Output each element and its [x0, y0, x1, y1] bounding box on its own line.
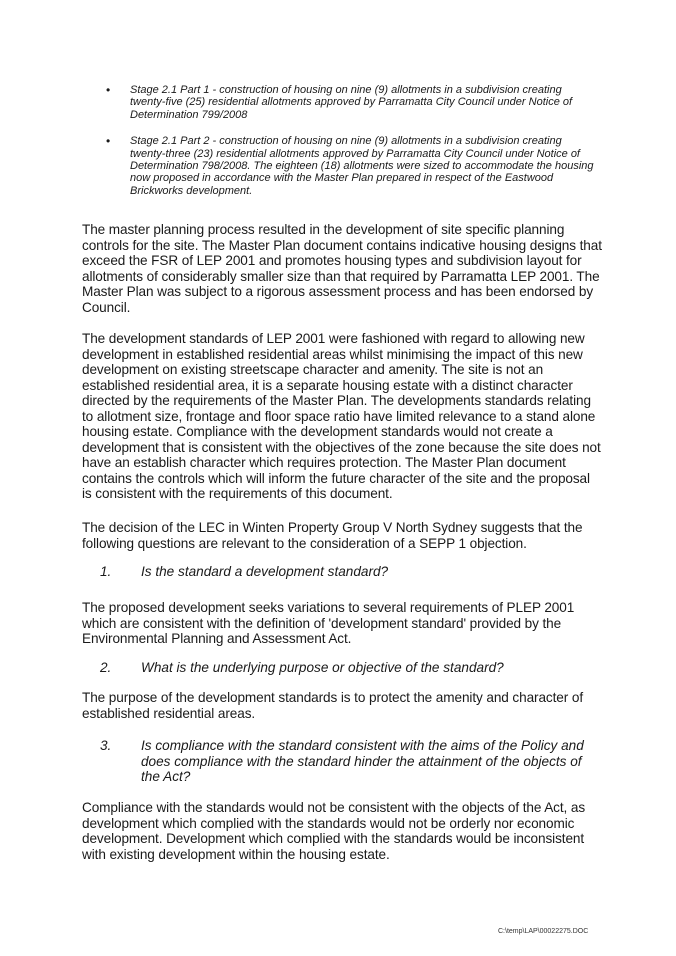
bullet-item-stage-2-1-part-1 — [106, 84, 596, 121]
footer-file-path: C:\temp\LAP\00022275.DOC — [498, 928, 589, 935]
paragraph-master-planning: The master planning process resulted in the development of site specific planning controls for the site. The Master Plan document contains indicative housing designs that exceed the FSR of LEP 2001 and promotes housing types and subdivision layout for allotments of considerably smaller size than that required by Parramatta LEP 2001. The Master Plan was subject to a rigorous assessment process and has been endorsed by Council. — [82, 222, 602, 315]
question-text: What is the underlying purpose or objective of the standard? — [141, 660, 504, 675]
question-text: Is compliance with the standard consistent with the aims of the Policy and does compliance with the standard hinder the attainment of the objects of the Act? — [141, 738, 584, 784]
bullet-dot-icon: • — [106, 134, 111, 149]
question-number: 3. — [100, 738, 112, 753]
bullet-text: Stage 2.1 Part 2 - construction of housing on nine (9) allotments in a subdivision creating twenty-three (23) residential allotments approved by Parramatta City Council under Notice of Determination 798/2008. The eighteen (18) allotments were sized to accommodate the housing now proposed in accordance with the Master Plan prepared in respect of the Eastwood Brickworks development. — [130, 135, 594, 197]
question-text: Is the standard a development standard? — [141, 564, 389, 579]
question-number: 2. — [100, 660, 112, 675]
question-3 — [100, 738, 600, 785]
paragraph-development-standards: The development standards of LEP 2001 were fashioned with regard to allowing new development in established residential areas whilst minimising the impact of this new development on existing streetscape character and amenity. The site is not an established residential area, it is a separate housing estate with a distinct character directed by the requirements of the Master Plan. The developments standards relating to allotment size, frontage and floor space ratio have limited relevance to a stand alone housing estate. Compliance with the development standards would not create a development that is consistent with the objectives of the zone because the site does not have an establish character which requires protection. The Master Plan document contains the controls which will inform the future character of the site and the proposal is consistent with the requirements of this document. — [82, 331, 601, 501]
bullet-text: Stage 2.1 Part 1 - construction of housing on nine (9) allotments in a subdivision creating twenty-five (25) residential allotments approved by Parramatta City Council under Notice of Determination 799/2008 — [130, 84, 573, 121]
question-1 — [100, 564, 600, 580]
bullet-item-stage-2-1-part-2 — [106, 135, 596, 197]
stage-bullet-list — [106, 84, 596, 211]
paragraph-answer-3: Compliance with the standards would not be consistent with the objects of the Act, as development which complied with the standards would not be orderly nor economic development. Development which complied with the standards would be inconsistent with existing development within the housing estate. — [82, 800, 586, 862]
paragraph-answer-2: The purpose of the development standards is to protect the amenity and character of established residential areas. — [82, 690, 584, 721]
question-number: 1. — [100, 564, 112, 579]
paragraph-answer-1: The proposed development seeks variations to several requirements of PLEP 2001 which are consistent with the definition of 'development standard' provided by the Environmental Planning and Assessment Act. — [82, 600, 575, 646]
paragraph-lec-decision: The decision of the LEC in Winten Property Group V North Sydney suggests that the following questions are relevant to the consideration of a SEPP 1 objection. — [82, 520, 583, 551]
question-2 — [100, 660, 600, 676]
bullet-dot-icon: • — [106, 83, 111, 97]
